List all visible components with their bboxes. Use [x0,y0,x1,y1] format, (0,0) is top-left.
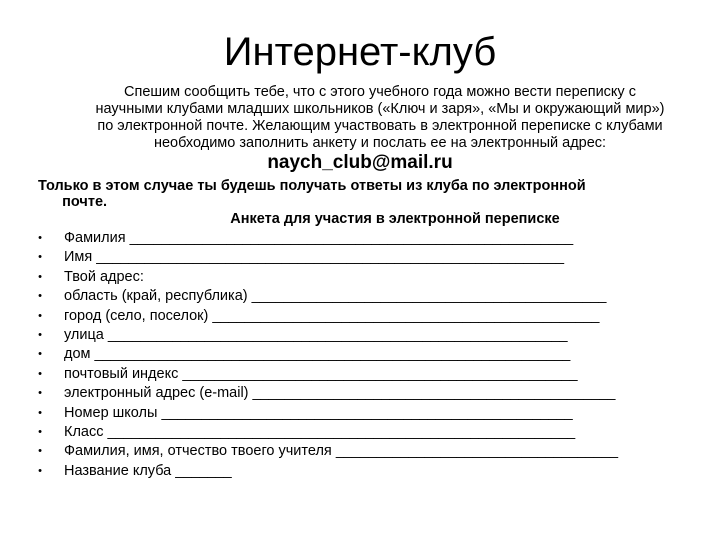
bullet-icon: • [38,464,42,477]
field-label: дом [64,346,91,363]
bullet-icon: • [38,406,42,419]
field-blank-line: ____________________________________________ [247,288,607,305]
intro-paragraph [58,84,702,152]
bullet-icon: • [38,290,42,303]
form-field-region [34,287,618,306]
field-blank-line: ___________________________________________________ [157,404,573,421]
form-field-postal-code [34,365,618,384]
field-label: город (село, поселок) [64,307,209,324]
field-label: Фамилия, имя, отчество твоего учителя [64,443,332,460]
field-blank-line: ___________________________________________________________ [90,346,571,363]
form-title: Анкета для участия в электронной переписке [230,211,560,227]
form-fields-list [34,229,618,481]
notice-line: Только в этом случае ты будешь получать ответы из клуба по электронной [38,178,586,194]
form-field-grade [34,423,618,442]
bullet-icon: • [38,309,42,322]
intro-line: Спешим сообщить тебе, что с этого учебного года можно вести переписку с [124,84,636,100]
intro-line: необходимо заполнить анкету и послать ее на электронный адрес: [153,135,607,151]
field-blank-line: _______________________________________________________ [125,230,574,246]
field-blank-line: _______ [171,462,232,479]
field-blank-line: _____________________________________________ [248,385,616,402]
notice-text [38,178,678,210]
form-field-city [34,307,618,326]
field-blank-line: __________________________________________________________ [92,249,565,266]
field-label: улица [64,327,104,344]
form-field-email [34,384,618,403]
form-field-teacher-name [34,442,618,461]
field-label: Название клуба [64,462,172,479]
club-email-address: naych_club@mail.ru [267,152,453,173]
bullet-icon: • [38,387,42,400]
form-field-name [34,248,618,267]
bullet-icon: • [38,426,42,439]
form-field-street [34,326,618,345]
field-label: Класс [64,424,104,441]
form-field-club-name [34,462,618,481]
field-label: почтовый индекс [64,365,179,382]
bullet-icon: • [38,270,42,283]
field-label: Номер школы [64,404,158,421]
bullet-icon: • [38,445,42,458]
field-label: электронный адрес (e-mail) [64,385,249,402]
field-label: область (край, республика) [64,288,248,305]
field-blank-line: _________________________________________________ [178,365,578,382]
form-field-address-heading [34,268,618,287]
bullet-icon: • [38,367,42,380]
form-field-surname [34,229,618,248]
bullet-icon: • [38,329,42,342]
field-blank-line: _________________________________________________________ [103,327,568,344]
field-label: Имя [64,249,93,266]
bullet-icon: • [38,232,42,244]
bullet-icon: • [38,251,42,264]
notice-line: почте. [38,194,108,210]
form-field-house [34,345,618,364]
bullet-icon: • [38,348,42,361]
page-title: Интернет-клуб [223,30,497,74]
field-label: Фамилия [64,230,126,246]
form-field-school-number [34,404,618,423]
intro-line: по электронной почте. Желающим участвовать в электронной переписке с клубами [97,118,663,134]
intro-line: научными клубами младших школьников («Ключ и заря», «Мы и окружающий мир») [95,101,665,117]
field-blank-line: ________________________________________________ [208,307,600,324]
field-blank-line: ___________________________________ [331,443,619,460]
field-label: Твой адрес: [64,268,144,285]
field-blank-line: __________________________________________________________ [103,424,576,441]
